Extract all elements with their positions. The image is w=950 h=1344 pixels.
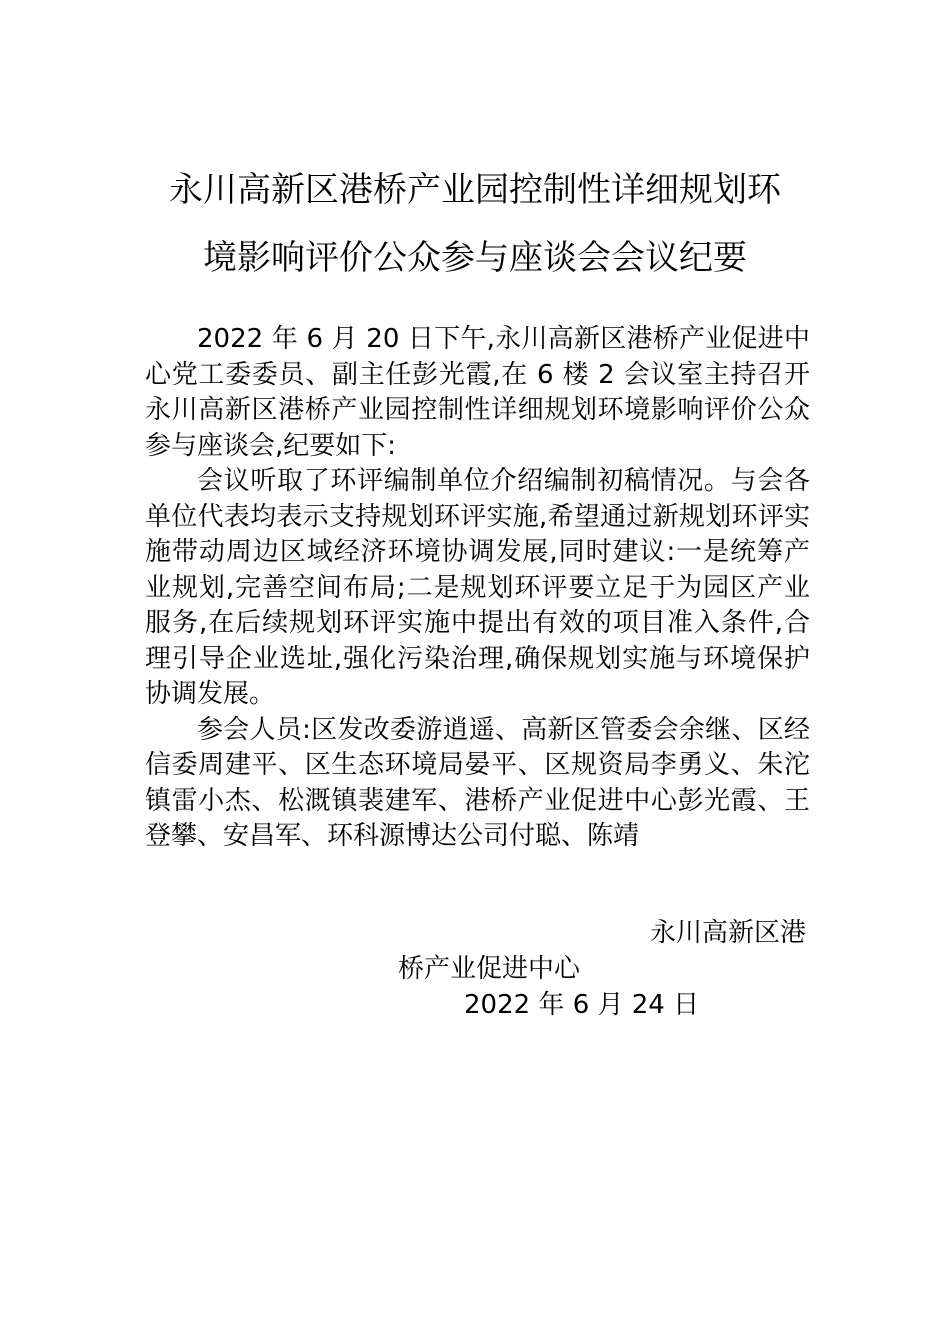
paragraph-meeting-intro: 2022 年 6 月 20 日下午,永川高新区港桥产业促进中心党工委委员、副主任彭光霞,在 6 楼 2 会议室主持召开永川高新区港桥产业园控制性详细规划环境影响评价公众参与座谈会,纪要如下: — [145, 324, 810, 461]
document-title-line-1: 永川高新区港桥产业园控制性详细规划环 — [169, 170, 781, 210]
signature-organization-line-1: 永川高新区港 — [649, 918, 806, 948]
signature-date: 2022 年 6 月 24 日 — [464, 990, 700, 1020]
document-title-line-2: 境影响评价公众参与座谈会会议纪要 — [203, 238, 747, 278]
signature-organization-line-2: 桥产业促进中心 — [398, 954, 581, 984]
document-body — [145, 322, 810, 855]
paragraph-attendees: 参会人员:区发改委游逍遥、高新区管委会余继、区经信委周建平、区生态环境局晏平、区规资局李勇义、朱沱镇雷小杰、松溉镇裴建军、港桥产业促进中心彭光霞、王登攀、安昌军、环科源博达公司付聪、陈靖 — [145, 714, 810, 851]
paragraph-meeting-content: 会议听取了环评编制单位介绍编制初稿情况。与会各单位代表均表示支持规划环评实施,希望通过新规划环评实施带动周边区域经济环境协调发展,同时建议:一是统筹产业规划,完善空间布局;二是规划环评要立足于为园区产业服务,在后续规划环评实施中提出有效的项目准入条件,合理引导企业选址,强化污染治理,确保规划实施与环境保护协调发展。 — [145, 466, 810, 709]
